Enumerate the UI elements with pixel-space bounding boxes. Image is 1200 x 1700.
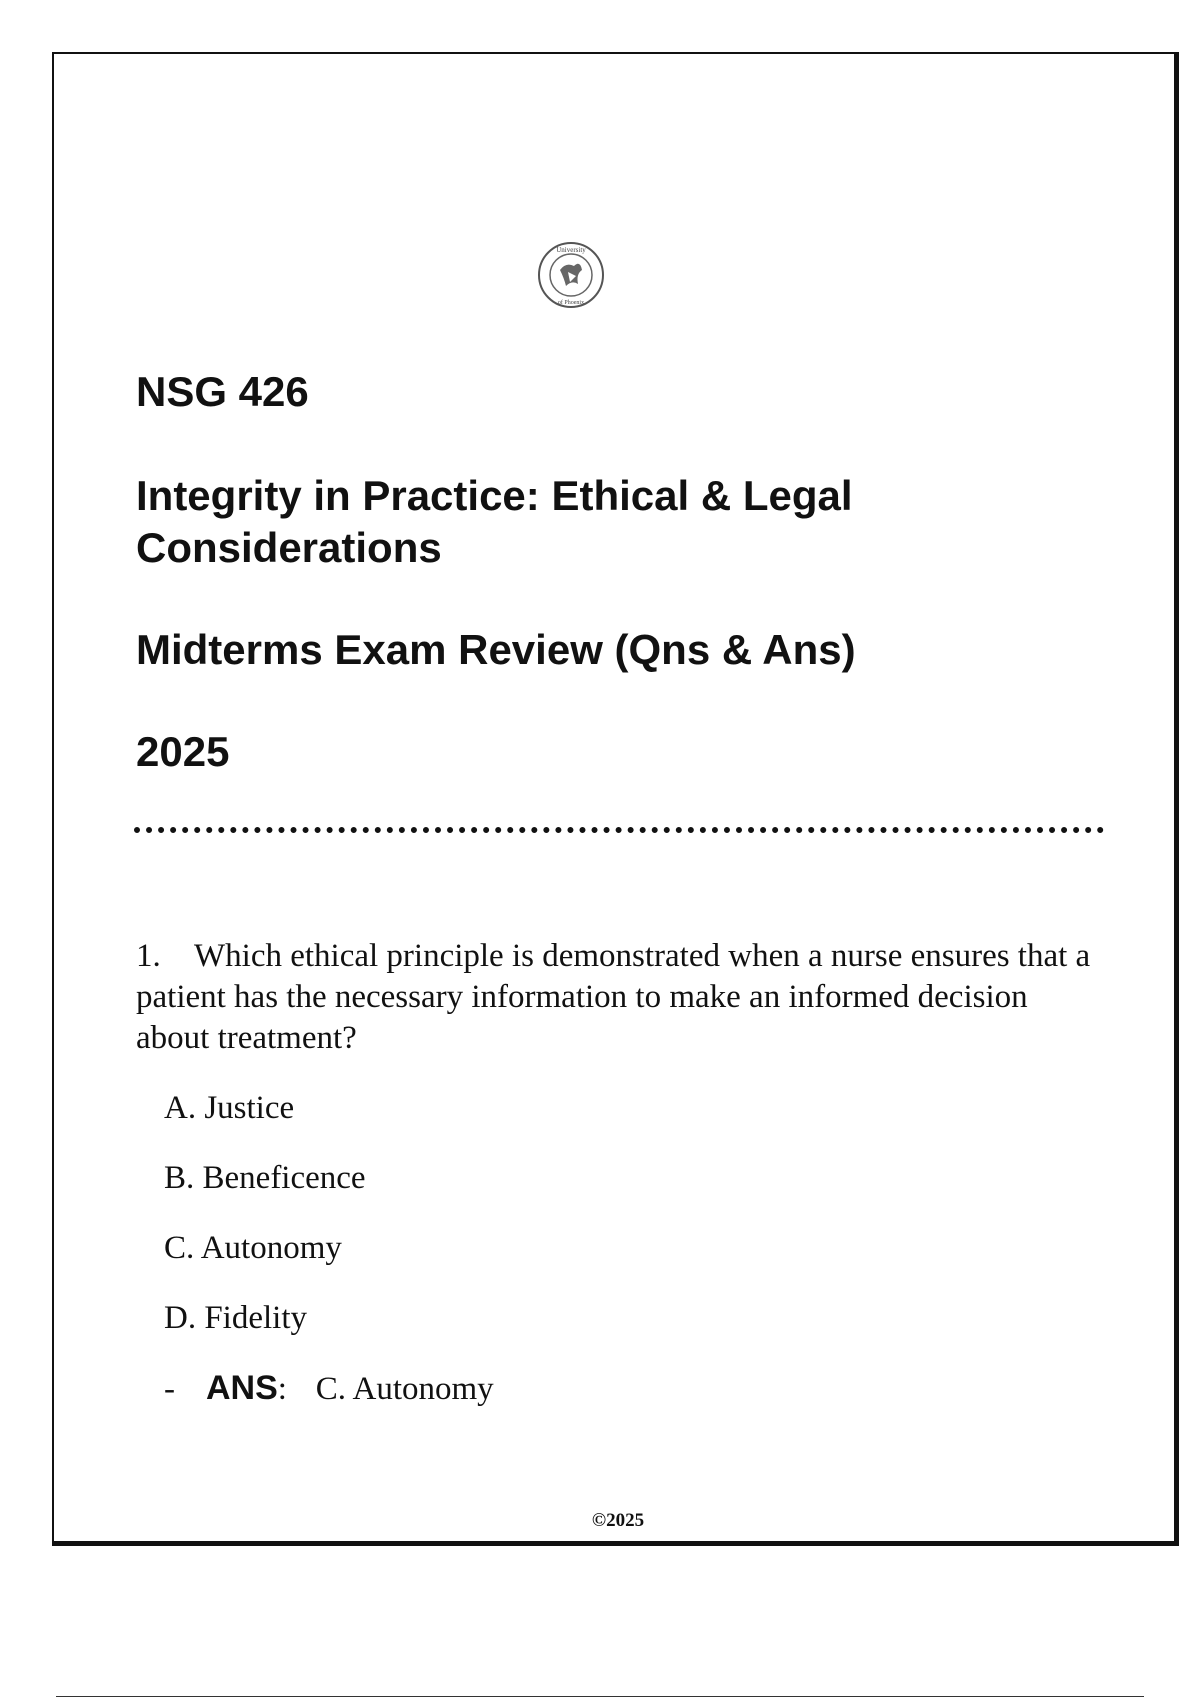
seal-text-bottom: of Phoenix xyxy=(557,300,585,306)
answer-line xyxy=(164,1368,494,1409)
option-a: A. Justice xyxy=(164,1090,295,1126)
answer-prefix: - xyxy=(164,1371,175,1407)
question-text: Which ethical principle is demonstrated when a nurse ensures that a patient has the necessary information to make an informed decision about treatment? xyxy=(136,938,1091,1056)
copyright-footer: ©2025 xyxy=(591,1510,645,1531)
option-d: D. Fidelity xyxy=(164,1300,308,1336)
university-seal-icon xyxy=(536,240,606,310)
seal-text-top: University xyxy=(556,246,586,254)
course-title: Integrity in Practice: Ethical & Legal Considerations xyxy=(136,472,853,571)
document-year: 2025 xyxy=(136,728,230,775)
bottom-rule xyxy=(56,1696,1144,1697)
dotted-divider xyxy=(134,827,1104,833)
answer-separator: : xyxy=(277,1371,287,1407)
option-b: B. Beneficence xyxy=(164,1160,366,1196)
answer-label: ANS xyxy=(206,1369,278,1407)
document-subtitle: Midterms Exam Review (Qns & Ans) xyxy=(136,626,856,673)
course-code: NSG 426 xyxy=(136,368,309,415)
answer-value: C. Autonomy xyxy=(315,1371,494,1407)
question-1 xyxy=(136,936,1096,1059)
question-number: 1. xyxy=(136,938,161,974)
option-c: C. Autonomy xyxy=(164,1230,342,1266)
